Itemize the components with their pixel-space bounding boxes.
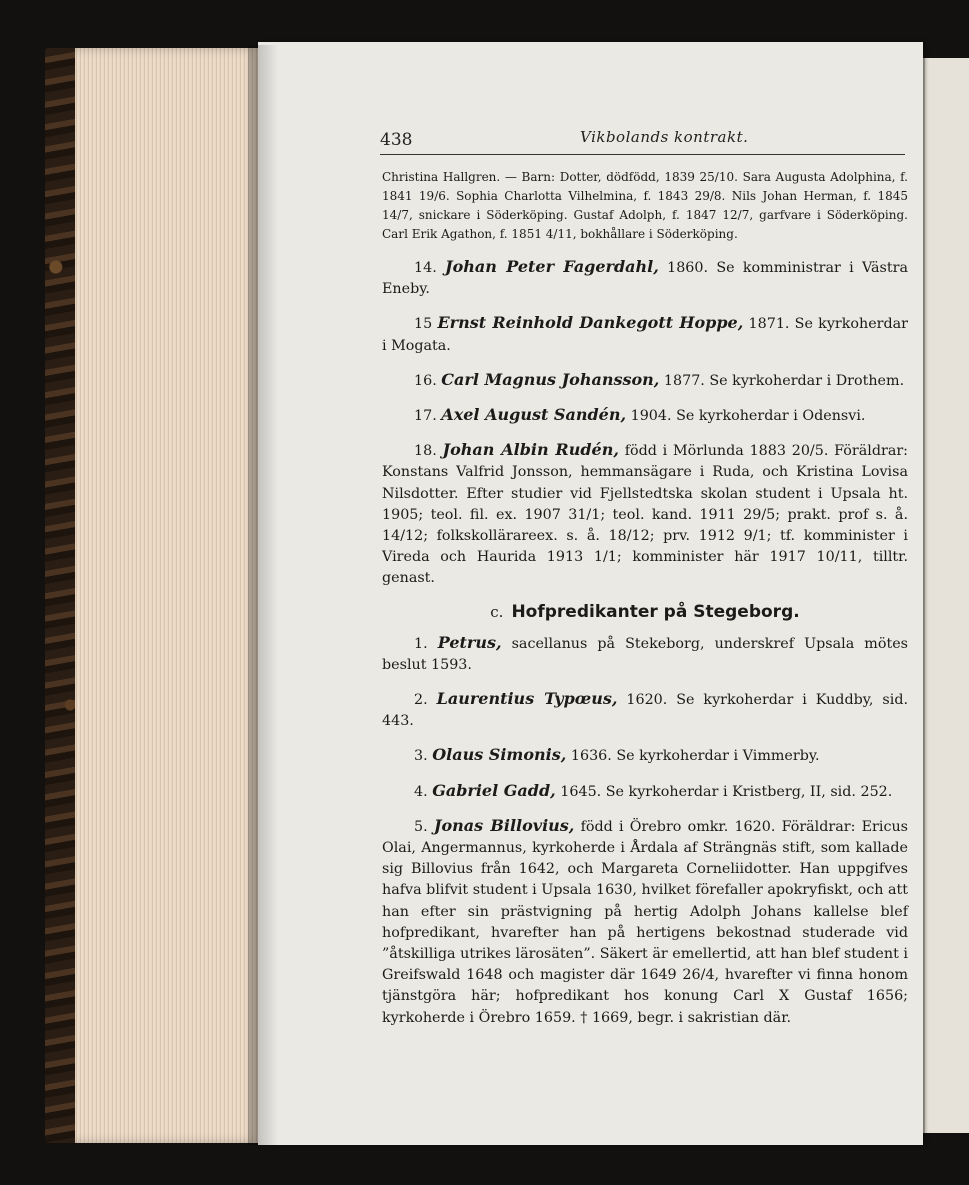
page-content: [382, 168, 908, 1041]
entry-text: född i Örebro omkr. 1620. Föräldrar: Ericus Olai, Angermannus, kyrkoherde i Årdala af Strängnäs stift, som kallade sig Billovius från 1642, och Margareta Corneliidotter. Han uppgifves hafva blifvit student i Upsala 1630, hvilket förefaller apokryfiskt, och att han efter sin prästvigning på hertig Adolph Johans kallelse blef hofpredikant, hvarefter han på hertigens bekostnad studerade vid ”åtskilliga utrikes lärosäten”. Säkert är emellertid, att han blef student i Greifswald 1648 och magister där 1649 26/4, hvarefter vi finna honom tjänstgöra här; hofpredikant hos konung Carl X Gustaf 1656; kyrkoherde i Örebro 1659. † 1669, begr. i sakristian där.: [382, 818, 909, 1026]
entry-name: Johan Albin Rudén,: [442, 440, 619, 460]
entry-name: Petrus,: [437, 632, 502, 652]
section-letter: c.: [490, 602, 504, 621]
entry: [382, 369, 908, 392]
entry-number: 5.: [414, 818, 428, 835]
entry: [382, 439, 908, 589]
entry-name: Gabriel Gadd,: [432, 780, 556, 800]
entry: [382, 312, 908, 356]
entry-number: 16.: [414, 372, 437, 389]
entry-number: 2.: [414, 692, 428, 709]
entry-text: 1620. Se kyrkoherdar i Kuddby, sid. 443.: [382, 692, 909, 730]
entry: [382, 256, 908, 300]
entry: [382, 744, 908, 767]
entry-name: Axel August Sandén,: [441, 405, 627, 425]
entry-text: 1860. Se komministrar i Västra Eneby.: [382, 260, 909, 298]
entry-number: 17.: [414, 408, 437, 425]
entry-name: Laurentius Typœus,: [436, 689, 618, 709]
entry-text: 1877. Se kyrkoherdar i Drothem.: [663, 372, 905, 389]
entry-text: 1645. Se kyrkoherdar i Kristberg, II, sid. 252.: [560, 783, 893, 800]
running-title: Vikbolands kontrakt.: [580, 128, 749, 146]
entry-text: 1904. Se kyrkoherdar i Odensvi.: [630, 408, 866, 425]
gutter-shadow: [248, 45, 278, 1145]
entry-name: Carl Magnus Johansson,: [441, 369, 660, 389]
page-header: [380, 128, 905, 155]
entry-text: född i Mörlunda 1883 20/5. Föräldrar: Konstans Valfrid Jonsson, hemmansägare i Ruda, och Kristina Lovisa Nilsdotter. Efter studier vid Fjellstedtska skolan student i Upsala ht. 1905; teol. fil. ex. 1907 31/1; teol. kand. 1911 29/5; prakt. prof s. å. 14/12; folkskollärareex. s. å. 18/12; prv. 1912 9/1; tf. komminister i Vireda och Haurida 1913 1/1; komminister här 1917 10/11, tilltr. genast.: [382, 443, 908, 587]
entry-number: 3.: [414, 748, 428, 765]
entry-number: 14.: [414, 260, 437, 276]
entry: [382, 632, 908, 676]
entry-text: 1636. Se kyrkoherdar i Vimmerby.: [570, 748, 820, 765]
entry-number: 4.: [414, 783, 428, 800]
section-title: Hofpredikanter på Stegeborg.: [511, 601, 800, 622]
next-page-edge: [923, 58, 969, 1133]
entry: [382, 404, 908, 427]
intro-paragraph: Christina Hallgren. — Barn: Dotter, dödfödd, 1839 25/10. Sara Augusta Adolphina, f. 1841 19/6. Sophia Charlotta Vilhelmina, f. 1843 29/8. Nils Johan Herman, f. 1845 14/7, snickare i Söderköping. Gustaf Adolph, f. 1847 12/7, garfvare i Söderköping. Carl Erik Agathon, f. 1851 4/11, bokhållare i Söderköping.: [382, 170, 908, 241]
entry-name: Johan Peter Fagerdahl,: [445, 257, 659, 276]
entry-number: 1.: [414, 635, 428, 652]
entry-text: 1871. Se kyrkoherdar i Mogata.: [382, 316, 909, 354]
page-number: 438: [380, 130, 413, 150]
entry: [382, 815, 908, 1029]
entry: [382, 780, 908, 803]
entry-text: sacellanus på Stekeborg, underskref Upsala mötes beslut 1593.: [382, 635, 909, 673]
entries-list-a: [382, 256, 908, 590]
entry-name: Ernst Reinhold Dankegott Hoppe,: [437, 313, 744, 333]
entry-name: Jonas Billovius,: [433, 815, 575, 835]
section-heading: [382, 602, 908, 622]
entry-number: 15: [414, 316, 433, 333]
entry-name: Olaus Simonis,: [432, 745, 567, 765]
entry: [382, 688, 908, 732]
entries-list-b: [382, 632, 908, 1029]
entry-number: 18.: [414, 443, 437, 460]
page-stack-edges: [75, 48, 260, 1143]
